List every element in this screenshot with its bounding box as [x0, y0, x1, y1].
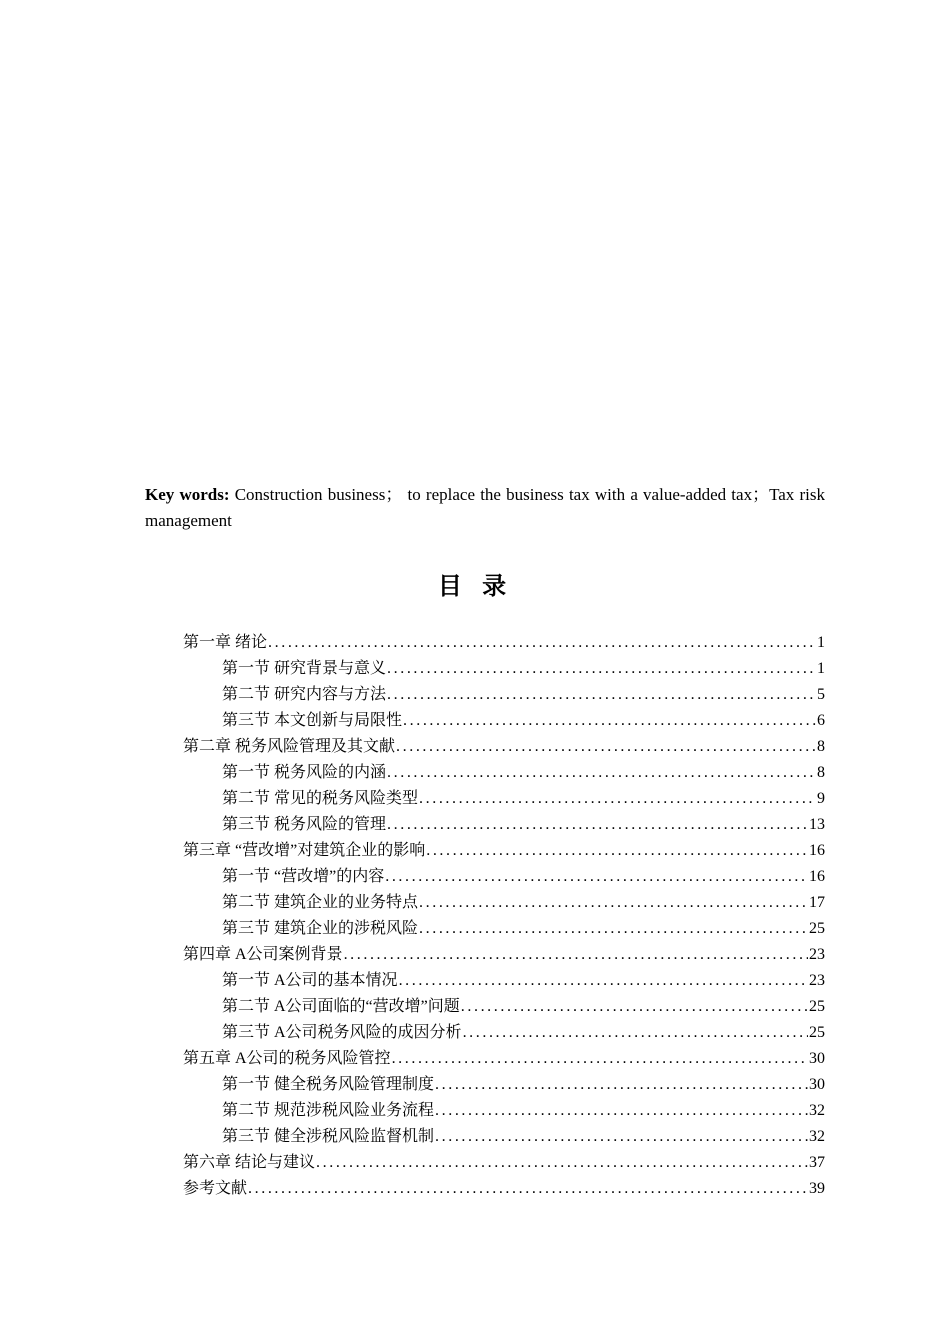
toc-entry[interactable]: [183, 916, 825, 942]
toc-entry-label: 第二节 常见的税务风险类型: [222, 790, 419, 807]
toc-entry-page: 39: [809, 1180, 825, 1197]
toc-entry-page: 23: [809, 946, 825, 963]
toc-entry[interactable]: [183, 1020, 825, 1046]
toc-leader-dots: [461, 994, 808, 1020]
toc-leader-dots: [387, 760, 816, 786]
toc-entry-page: 32: [809, 1128, 825, 1145]
toc-leader-dots: [387, 812, 808, 838]
toc-entry-label: 第一节 “营改增”的内容: [222, 868, 385, 885]
toc-entry-label: 第二节 规范涉税风险业务流程: [222, 1102, 435, 1119]
toc-entry-page: 17: [809, 894, 825, 911]
toc-entry[interactable]: [183, 942, 825, 968]
toc-leader-dots: [385, 864, 808, 890]
toc-leader-dots: [435, 1124, 808, 1150]
toc-leader-dots: [344, 942, 808, 968]
toc-leader-dots: [426, 838, 808, 864]
toc-entry[interactable]: [183, 1150, 825, 1176]
toc-entry-page: 13: [809, 816, 825, 833]
toc-entry-page: 16: [809, 842, 825, 859]
keywords-text: Construction business； to replace the business tax with a value-added tax；Tax risk management: [145, 485, 825, 530]
toc-entry-label: 第三节 本文创新与局限性: [222, 712, 403, 729]
toc-leader-dots: [419, 786, 816, 812]
toc-entry-label: 第四章 A公司案例背景: [183, 946, 343, 963]
toc-entry-page: 1: [817, 660, 825, 677]
toc-entry-label: 第一节 税务风险的内涵: [222, 764, 387, 781]
toc-entry-label: 第一节 研究背景与意义: [222, 660, 387, 677]
toc-entry[interactable]: [183, 1124, 825, 1150]
toc-entry-page: 25: [809, 998, 825, 1015]
toc-entry-label: 第一章 绪论: [183, 634, 268, 651]
toc-entry-label: 第二节 研究内容与方法: [222, 686, 387, 703]
toc-entry[interactable]: [183, 1176, 825, 1202]
toc-entry[interactable]: [183, 994, 825, 1020]
toc-entry-page: 30: [809, 1050, 825, 1067]
toc-entry-page: 8: [817, 764, 825, 781]
toc-leader-dots: [316, 1150, 808, 1176]
toc-entry[interactable]: [183, 812, 825, 838]
toc-entry-label: 第三节 A公司税务风险的成因分析: [222, 1024, 462, 1041]
toc-entry[interactable]: [183, 734, 825, 760]
toc-entry[interactable]: [183, 656, 825, 682]
toc-entry[interactable]: [183, 890, 825, 916]
toc-entry[interactable]: [183, 1098, 825, 1124]
toc-entry[interactable]: [183, 1072, 825, 1098]
toc-entry-page: 16: [809, 868, 825, 885]
toc-leader-dots: [435, 1098, 808, 1124]
toc-entry-page: 25: [809, 1024, 825, 1041]
toc-entry-page: 37: [809, 1154, 825, 1171]
toc-leader-dots: [463, 1020, 808, 1046]
toc-entry[interactable]: [183, 708, 825, 734]
toc-leader-dots: [387, 682, 816, 708]
toc-entry-page: 5: [817, 686, 825, 703]
toc-entry-label: 第二节 A公司面临的“营改增”问题: [222, 998, 460, 1015]
toc-leader-dots: [268, 630, 816, 656]
toc-entry[interactable]: [183, 760, 825, 786]
table-of-contents: [183, 630, 825, 1202]
keywords-paragraph: [145, 482, 825, 534]
toc-entry-label: 第三节 建筑企业的涉税风险: [222, 920, 419, 937]
toc-entry-page: 25: [809, 920, 825, 937]
toc-entry-label: 第二节 建筑企业的业务特点: [222, 894, 419, 911]
toc-entry-page: 1: [817, 634, 825, 651]
toc-leader-dots: [248, 1176, 808, 1202]
toc-entry[interactable]: [183, 1046, 825, 1072]
toc-leader-dots: [399, 968, 808, 994]
toc-entry-label: 参考文献: [183, 1180, 248, 1197]
toc-entry-page: 23: [809, 972, 825, 989]
toc-entry[interactable]: [183, 630, 825, 656]
toc-entry-label: 第二章 税务风险管理及其文献: [183, 738, 396, 755]
toc-entry-label: 第一节 健全税务风险管理制度: [222, 1076, 435, 1093]
toc-entry[interactable]: [183, 786, 825, 812]
toc-leader-dots: [392, 1046, 808, 1072]
toc-entry[interactable]: [183, 838, 825, 864]
toc-entry-page: 8: [817, 738, 825, 755]
keywords-label: Key words:: [145, 485, 230, 504]
toc-title: 目 录: [437, 572, 513, 600]
toc-entry-page: 6: [817, 712, 825, 729]
toc-entry-page: 32: [809, 1102, 825, 1119]
toc-leader-dots: [396, 734, 816, 760]
toc-entry[interactable]: [183, 864, 825, 890]
toc-leader-dots: [387, 656, 816, 682]
toc-entry-label: 第三章 “营改增”对建筑企业的影响: [183, 842, 426, 859]
toc-entry-page: 30: [809, 1076, 825, 1093]
toc-entry[interactable]: [183, 968, 825, 994]
toc-leader-dots: [435, 1072, 808, 1098]
toc-entry-label: 第三节 税务风险的管理: [222, 816, 387, 833]
toc-leader-dots: [419, 890, 808, 916]
toc-entry[interactable]: [183, 682, 825, 708]
toc-leader-dots: [419, 916, 808, 942]
toc-entry-page: 9: [817, 790, 825, 807]
toc-entry-label: 第三节 健全涉税风险监督机制: [222, 1128, 435, 1145]
toc-entry-label: 第六章 结论与建议: [183, 1154, 316, 1171]
toc-entry-label: 第五章 A公司的税务风险管控: [183, 1050, 391, 1067]
toc-leader-dots: [403, 708, 816, 734]
toc-entry-label: 第一节 A公司的基本情况: [222, 972, 398, 989]
